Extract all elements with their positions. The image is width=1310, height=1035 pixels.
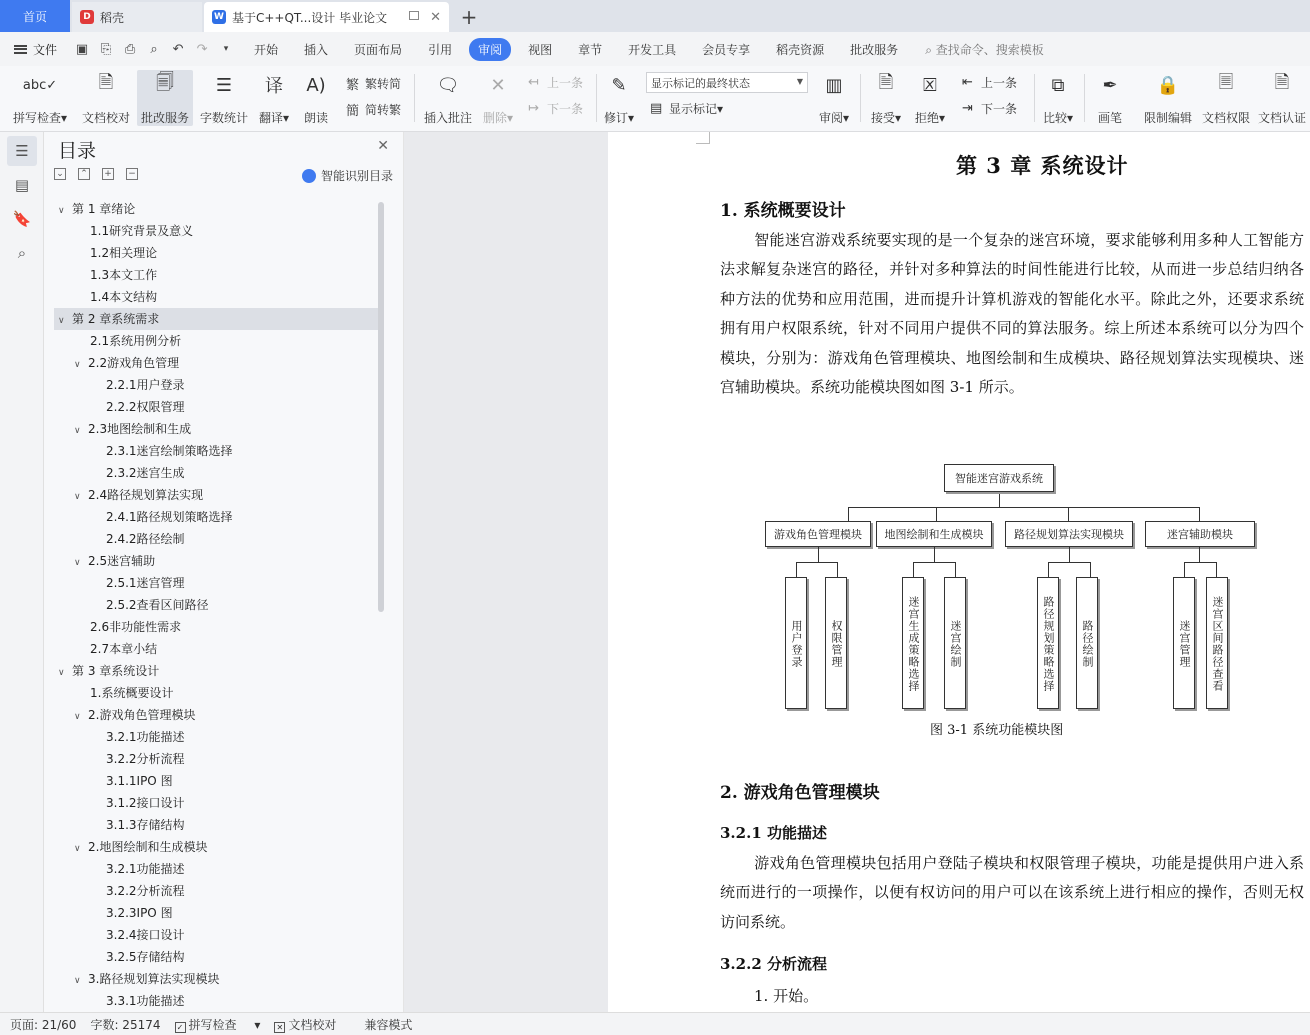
connector-line [796,562,797,577]
file-menu-label: 文件 [33,42,58,57]
markup-mode-select[interactable] [646,72,808,93]
toc-item[interactable] [54,484,380,506]
toc-item-label: 2.5.2查看区间路径 [106,598,209,612]
toc-item-label: 2.3地图绘制和生成 [88,422,192,436]
simp-to-trad-label: 简转繁 [365,103,402,117]
connector-line [955,562,956,577]
toc-item-label: 3.路径规划算法实现模块 [88,972,220,986]
menu-daoke-resources[interactable]: 稻壳资源 [776,42,825,57]
toc-item[interactable] [54,924,380,946]
trad-to-simp-label: 繁转简 [365,77,402,91]
translate-button[interactable] [254,70,294,126]
word-count-button[interactable] [196,70,252,126]
spell-check-label: 拼写检查▾ [12,111,68,125]
smart-toc-button[interactable] [302,167,393,184]
toc-item[interactable] [54,352,380,374]
toc-item[interactable] [54,396,380,418]
chevron-down-icon[interactable]: ∨ [74,492,81,502]
tab-home[interactable]: 首页 [0,0,70,32]
toc-item[interactable] [54,770,380,792]
read-aloud-label: 朗读 [303,111,328,125]
toc-item-label: 2.5.1迷宫管理 [106,576,185,590]
toc-panel-icon[interactable]: ☰ [7,136,37,166]
show-markup-label: 显示标记▾ [669,102,724,116]
connector-line [818,547,819,563]
review-service-label: 批改服务 [140,111,189,125]
toc-item-label: 2.7本章小结 [90,642,158,656]
smart-toc-icon [302,169,316,183]
menu-start[interactable]: 开始 [254,42,279,57]
prev-change-icon: ⇤ [962,75,973,90]
simp-to-trad-button[interactable] [346,100,401,119]
tab-strip [0,0,1310,32]
toc-item-label: 1.2相关理论 [90,246,158,260]
search-icon: ⌕ [925,42,932,57]
proofread-icon: 🗎 [98,72,114,93]
save-icon[interactable]: ▣ [75,41,89,57]
next-comment-icon: ↦ [528,101,539,116]
ribbon-divider [860,74,861,122]
next-change-icon: ⇥ [962,101,973,116]
customize-dropdown-icon[interactable]: ▾ [223,44,229,54]
chevron-down-icon[interactable]: ∨ [58,668,65,678]
export-pdf-icon[interactable]: ⎘ [100,41,112,57]
toc-item[interactable] [54,858,380,880]
pen-button[interactable] [1090,70,1130,126]
simp-to-trad-icon: 簡 [346,104,360,119]
connector-line [1184,562,1185,577]
connector-line [848,507,1200,508]
menu-insert[interactable]: 插入 [304,42,329,57]
toc-item-label: 2.2.1用户登录 [106,378,185,392]
next-comment-button[interactable] [528,100,583,117]
command-search[interactable] [925,41,1044,58]
menu-bar [0,32,1310,66]
connector-line [796,562,838,563]
tab-document-label: 基于C++QT...设计 毕业论文 [232,10,388,25]
toc-item-label: 2.3.2迷宫生成 [106,466,185,480]
toc-item-label: 2.1系统用例分析 [90,334,182,348]
connector-line [934,547,935,563]
accept-label: 接受▾ [870,111,902,125]
show-markup-icon: ▤ [650,101,663,116]
toc-item-label: 2.地图绘制和生成模块 [88,840,208,854]
figure-caption: 图 3-1 系统功能模块图 [930,723,1064,738]
toc-item[interactable] [54,330,380,352]
toc-item[interactable] [54,660,380,682]
menu-page-layout[interactable]: 页面布局 [354,42,403,57]
list-item: 1. 开始。 [754,987,819,1005]
toc-item-label: 3.2.1功能描述 [106,730,185,744]
connector-line [936,507,937,521]
hamburger-icon [14,45,27,54]
toc-item-label: 1.3本文工作 [90,268,158,282]
translate-label: 翻译▾ [258,111,290,125]
pen-icon: ✒ [1102,74,1118,96]
toc-item[interactable] [54,506,380,528]
daoke-icon: D [80,10,94,24]
checkbox-icon: ✓ [175,1022,186,1033]
connector-line [1216,562,1217,577]
toc-item[interactable] [54,946,380,968]
toc-scrollbar[interactable] [378,202,384,612]
toc-item[interactable] [54,462,380,484]
toc-item[interactable] [54,572,380,594]
toc-item-label: 3.2.3IPO 图 [106,906,173,920]
toc-item-label: 3.2.4接口设计 [106,928,185,942]
ribbon-divider [1034,74,1035,122]
translate-icon: 译 [265,76,283,97]
toc-item-label: 1.4本文结构 [90,290,158,304]
document-certify-button[interactable] [1256,70,1308,126]
toc-item[interactable] [54,902,380,924]
toc-item[interactable] [54,748,380,770]
review-service-icon: 🗐 [156,72,174,93]
diagram-module-node: 地图绘制和生成模块 [876,521,992,547]
track-changes-icon: ✎ [611,74,627,96]
toc-toolbar [54,168,150,180]
connector-line [913,562,914,577]
chevron-down-icon[interactable]: ∨ [74,558,81,568]
prev-change-label: 上一条 [981,76,1018,90]
toc-list [54,198,380,1010]
diagram-leaf-node: 权限管理 [825,577,847,709]
insert-comment-label: 插入批注 [423,111,472,125]
search-icon[interactable]: ⌕ [17,244,27,262]
toc-item[interactable] [54,242,380,264]
connector-line [848,507,849,521]
track-changes-button[interactable] [600,70,638,126]
lock-document-icon: 🔒 [1156,74,1180,96]
window-restore-icon[interactable] [409,11,419,20]
toc-item[interactable] [54,220,380,242]
insert-comment-icon: 🗨 [436,74,460,96]
connector-line [1199,547,1200,563]
expand-all-icon[interactable]: ⌄ [54,168,66,180]
document-permission-button[interactable] [1198,70,1254,126]
toc-item-label: 2.2.2权限管理 [106,400,185,414]
menu-developer[interactable]: 开发工具 [628,42,677,57]
diagram-leaf-node: 用户登录 [785,577,807,709]
toc-item-label: 3.3.1功能描述 [106,994,185,1008]
connector-line [1048,562,1049,577]
chevron-down-icon[interactable]: ∨ [74,426,81,436]
toc-item-label: 3.2.5存储结构 [106,950,185,964]
reject-button[interactable] [910,70,950,126]
document-page[interactable] [608,132,1310,1012]
close-tab-icon[interactable]: ✕ [430,10,441,25]
toc-item[interactable] [54,638,380,660]
toc-item[interactable] [54,418,380,440]
status-proofread[interactable]: ✕ 文档校对 [274,1016,350,1033]
compare-button[interactable] [1038,70,1078,126]
section-heading-2: 2. 游戏角色管理模块 [720,783,880,803]
connector-line [1048,562,1091,563]
add-heading-icon[interactable]: + [102,168,114,180]
undo-icon[interactable]: ↶ [172,41,184,57]
connector-line [1068,507,1069,521]
diagram-leaf-node: 路径规划策略选择 [1037,577,1059,709]
accept-icon: 🗎 [878,72,894,93]
diagram-module-node: 迷宫辅助模块 [1145,521,1255,547]
toc-item[interactable] [54,308,380,330]
paragraph-function: 游戏角色管理模块包括用户登陆子模块和权限管理子模块，功能是提供用户进入系统而进行的一项操作，以便有权访问的用户可以在该系统上进行相应的操作，否则无权访问系统。 [720,854,1304,931]
toc-item-label: 3.2.2分析流程 [106,884,185,898]
print-preview-icon[interactable]: ⌕ [150,41,158,57]
toc-item[interactable] [54,726,380,748]
toc-item[interactable] [54,682,380,704]
proofread-button[interactable] [78,70,134,126]
collapse-all-icon[interactable]: ⌃ [78,168,90,180]
toc-item[interactable] [54,704,380,726]
document-permission-label: 文档权限 [1201,111,1250,125]
smart-toc-label: 智能识别目录 [320,169,393,183]
toc-item[interactable] [54,814,380,836]
review-pane-icon: ▥ [825,74,843,96]
toc-item-label: 第 3 章系统设计 [72,664,160,678]
tab-daoke[interactable] [72,2,202,32]
diagram-module-node: 游戏角色管理模块 [765,521,871,547]
review-pane-button[interactable] [814,70,854,126]
toc-item-label: 2.4.2路径绘制 [106,532,185,546]
toc-item-label: 2.3.1迷宫绘制策略选择 [106,444,233,458]
toc-item[interactable] [54,836,380,858]
read-aloud-button[interactable] [298,70,334,126]
file-menu[interactable] [14,41,57,58]
diagram-leaf-node: 迷宫生成策略选择 [902,577,924,709]
status-bar [0,1012,1310,1035]
connector-line [1184,562,1217,563]
word-count-indicator[interactable]: 字数: 25174 [90,1017,161,1032]
toc-item[interactable] [54,792,380,814]
left-rail [0,132,44,1012]
toc-panel [44,132,404,1012]
document-certify-label: 文档认证 [1257,111,1306,125]
connector-line [1090,562,1091,577]
toc-item[interactable] [54,616,380,638]
page-margin-marker [696,132,710,144]
paragraph-overview: 智能迷宫游戏系统要实现的是一个复杂的迷宫环境，要求能够利用多种人工智能方法求解复杂迷宫的路径，并针对多种算法的时间性能进行比较，从而进一步总结归纳各种方法的优势和应用范围，进而提升计算机游戏的智能化水平。除此之外，还要求系统拥有用户权限系统，针对不同用户提供不同的算法服务。综上所述本系统可以分为四个模块，分别为：游戏角色管理模块、地图绘制和生成模块、路径规划算法实现模块、迷宫辅助模块。系统功能模块图如图 3-1 所示。 [720,231,1304,397]
toc-item[interactable] [54,990,380,1010]
toc-item-label: 3.2.1功能描述 [106,862,185,876]
chevron-down-icon[interactable]: ∨ [58,316,65,326]
chevron-down-icon: ▼ [796,77,803,86]
connector-line [837,562,838,577]
menu-member[interactable]: 会员专享 [702,42,751,57]
toc-item-label: 2.2游戏角色管理 [88,356,180,370]
toc-title: 目录 [58,140,97,162]
restrict-edit-button[interactable] [1140,70,1196,126]
prev-comment-button[interactable] [528,74,583,91]
compat-mode-indicator: 兼容模式 [364,1017,413,1032]
connector-line [913,562,956,563]
ribbon-divider [1084,74,1085,122]
trad-to-simp-icon: 繁 [346,78,360,93]
toc-item[interactable] [54,594,380,616]
toc-item-label: 3.1.2接口设计 [106,796,185,810]
remove-heading-icon[interactable]: − [126,168,138,180]
print-icon[interactable]: ⎙ [124,41,136,57]
insert-comment-button[interactable] [420,70,476,126]
chapter-heading: 第 3 章 系统设计 [956,153,1129,178]
trad-to-simp-button[interactable] [346,74,401,93]
toc-item[interactable] [54,374,380,396]
toc-item-label: 3.1.3存储结构 [106,818,185,832]
ribbon-divider [414,74,415,122]
accept-button[interactable] [866,70,906,126]
markup-mode-value: 显示标记的最终状态 [651,77,750,90]
toc-item-label: 2.5迷宫辅助 [88,554,156,568]
diagram-leaf-node: 迷宫区间路径查看 [1206,577,1228,709]
toc-item-label: 第 2 章系统需求 [72,312,160,326]
delete-comment-button[interactable] [478,70,518,126]
connector-line [1199,507,1200,521]
review-pane-label: 审阅▾ [818,111,850,125]
toc-item[interactable] [54,880,380,902]
toc-item-label: 1.1研究背景及意义 [90,224,194,238]
next-comment-label: 下一条 [547,102,584,116]
show-markup-button[interactable] [650,100,723,117]
proofread-label: 文档校对 [81,111,130,125]
prev-change-button[interactable] [962,74,1017,91]
reject-label: 拒绝▾ [914,111,946,125]
toc-item-label: 2.6非功能性需求 [90,620,182,634]
diagram-module-node: 路径规划算法实现模块 [1005,521,1133,547]
review-service-button[interactable] [137,70,193,126]
diagram-leaf-node: 迷宫管理 [1173,577,1195,709]
diagram-root-node: 智能迷宫游戏系统 [944,464,1054,492]
toc-item-label: 2.4路径规划算法实现 [88,488,204,502]
connector-line [1069,547,1070,563]
document-permission-icon: 🗏 [1218,72,1234,93]
restrict-edit-label: 限制编辑 [1143,111,1192,125]
toc-item-label: 第 1 章绪论 [72,202,136,216]
toc-item[interactable] [54,440,380,462]
toc-item-label: 2.游戏角色管理模块 [88,708,196,722]
delete-comment-icon: ✕ [490,74,506,96]
toc-item[interactable] [54,968,380,990]
chapter-nav-icon[interactable]: ▤ [14,176,30,194]
word-count-icon: ☰ [215,74,233,96]
next-change-button[interactable] [962,100,1017,117]
tab-document[interactable] [204,2,449,32]
word-count-label: 字数统计 [199,111,248,125]
chevron-down-icon[interactable]: ∨ [74,976,81,986]
prev-comment-icon: ↤ [528,75,539,90]
proofread-status-icon: ✕ [274,1022,285,1033]
document-certify-icon: 🗎 [1274,72,1290,93]
menu-review-service[interactable]: 批改服务 [850,42,899,57]
chevron-down-icon[interactable]: ∨ [74,844,81,854]
chevron-down-icon[interactable]: ∨ [74,712,81,722]
menu-view[interactable]: 视图 [528,42,553,57]
pen-label: 画笔 [1097,111,1122,125]
diagram-leaf-node: 迷宫绘制 [944,577,966,709]
redo-icon[interactable]: ↷ [196,41,208,57]
menu-review[interactable]: 审阅 [469,38,511,61]
toc-item-label: 2.4.1路径规划策略选择 [106,510,233,524]
compare-icon: ⧉ [1051,74,1065,96]
toc-item-label: 3.2.2分析流程 [106,752,185,766]
section-heading-1: 1. 系统概要设计 [720,201,846,221]
toc-item[interactable] [54,550,380,572]
menu-references[interactable]: 引用 [428,42,453,57]
subsection-heading-flow: 3.2.2 分析流程 [720,955,827,973]
word-doc-icon: W [212,10,226,24]
spell-check-button[interactable] [8,70,72,126]
toc-item[interactable] [54,198,380,220]
close-icon[interactable]: ✕ [377,138,389,154]
spell-check-icon: abc✓ [22,77,58,93]
page-indicator[interactable]: 页面: 21/60 [10,1017,77,1032]
diagram-leaf-node: 路径绘制 [1076,577,1098,709]
chevron-down-icon[interactable]: ∨ [74,360,81,370]
tab-daoke-label: 稻壳 [100,10,125,25]
toc-item[interactable] [54,528,380,550]
ribbon-divider [596,74,597,122]
track-changes-label: 修订▾ [603,111,635,125]
connector-line [999,492,1000,508]
menu-section[interactable]: 章节 [578,42,603,57]
subsection-heading-function: 3.2.1 功能描述 [720,824,827,842]
prev-comment-label: 上一条 [547,76,584,90]
toc-item-label: 1.系统概要设计 [90,686,174,700]
toc-item[interactable] [54,264,380,286]
delete-comment-label: 删除▾ [482,111,514,125]
toc-item-label: 3.1.1IPO 图 [106,774,173,788]
command-search-label: 查找命令、搜索模板 [935,42,1044,57]
compare-label: 比较▾ [1042,111,1074,125]
next-change-label: 下一条 [981,102,1018,116]
toc-item[interactable] [54,286,380,308]
read-aloud-icon: A) [306,74,326,96]
chevron-down-icon[interactable]: ∨ [58,206,65,216]
reject-icon: 🗵 [923,74,937,96]
new-tab-button[interactable]: + [460,5,478,29]
status-spell-check[interactable]: ✓ 拼写检查 ▾ [175,1016,261,1033]
bookmark-icon[interactable]: 🔖 [12,210,32,228]
